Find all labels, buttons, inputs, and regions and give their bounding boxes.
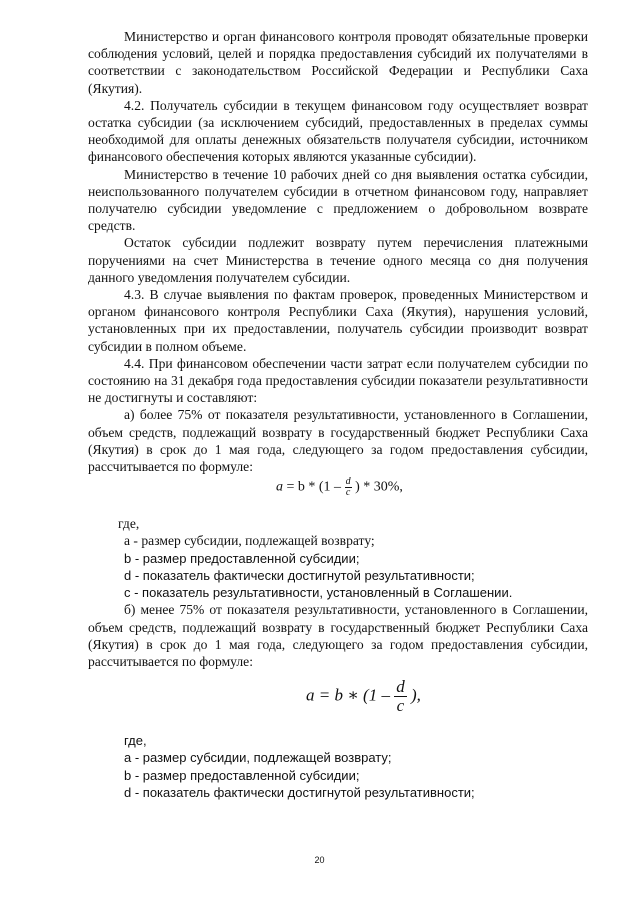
paragraph-ministry-control: Министерство и орган финансового контроля проводят обязательные проверки соблюдения условий, целей и порядка предоставления субсидий их получателями в соответствии с законодательством Российской Федерации и Республики Саха (Якутия).	[88, 29, 588, 96]
formula-b-lhs: a	[306, 685, 315, 705]
paragraph-item-b: б) менее 75% от показателя результативности, установленного в Соглашении, объем средств, подлежащий возврату в государственный бюджет Республики Саха (Якутия) в срок до 1 мая года, следующего за годом предоставления субсидии, рассчитывается по формуле:	[88, 602, 588, 669]
formula-a-numerator: d	[345, 476, 351, 488]
formula-b-tail: ),	[410, 685, 421, 705]
formula-b	[88, 670, 588, 720]
where-label-1: где,	[118, 516, 140, 532]
paragraph-ministry-notice: Министерство в течение 10 рабочих дней со дня выявления остатка субсидии, неиспользованного получателем субсидии в отчетном финансовом году, направляет получателю субсидии уведомление с предложением о добровольном возврате средств.	[88, 166, 588, 234]
page-number: 20	[314, 855, 325, 865]
paragraph-4-3: 4.3. В случае выявления по фактам проверок, проведенных Министерством и органом финансового контроля Республики Саха (Якутия), нарушения условий, установленных при их предоставлении, получатель субсидии производит возврат субсидии в полном объеме.	[88, 287, 588, 354]
formula-b-eq: = b ∗ (1 –	[318, 685, 390, 705]
formula-a-eq: = b * (1 –	[286, 480, 342, 495]
formula-a-fraction	[345, 477, 352, 498]
document-body	[88, 28, 588, 801]
formula-b-fraction	[394, 678, 407, 715]
definition-d-1: d - показатель фактически достигнутой результативности;	[124, 567, 475, 583]
definition-a-1: а - размер субсидии, подлежащей возврату;	[124, 533, 375, 549]
formula-b-numerator: d	[396, 677, 405, 697]
formula-a-lhs: a	[276, 480, 283, 495]
definition-c-1: с - показатель результативности, установленный в Соглашении.	[124, 585, 513, 601]
definition-d-2: d - показатель фактически достигнутой результативности;	[124, 784, 475, 800]
formula-b-denominator: c	[396, 696, 405, 716]
where-label-2: где,	[124, 733, 147, 749]
formula-a	[88, 475, 588, 515]
definition-b-1: b - размер предоставленной субсидии;	[124, 550, 360, 566]
paragraph-4-2: 4.2. Получатель субсидии в текущем финансовом году осуществляет возврат остатка субсидии (за исключением субсидий, предоставленных в пределах суммы необходимой для оплаты денежных обязательств получателя субсидии, источником финансового обеспечения которых являются указанные субсидии).	[88, 97, 588, 165]
definition-b-2: b - размер предоставленной субсидии;	[124, 767, 360, 783]
formula-a-tail: ) * 30%,	[355, 480, 403, 495]
spacer	[88, 720, 588, 732]
paragraph-4-4: 4.4. При финансовом обеспечении части затрат если получателем субсидии по состоянию на 31 декабря года предоставления субсидии показатели результативности не достигнуты и составляют:	[88, 355, 588, 406]
formula-a-denominator: c	[345, 487, 351, 499]
paragraph-remainder-return: Остаток субсидии подлежит возврату путем перечисления платежными поручениями на счет Министерства в течение одного месяца со дня получения данного уведомления получателем субсидии.	[88, 235, 588, 285]
definition-a-2: а - размер субсидии, подлежащей возврату;	[124, 750, 392, 766]
paragraph-item-a: а) более 75% от показателя результативности, установленного в Соглашении, объем средств, подлежащий возврату в государственный бюджет Республики Саха (Якутия) в срок до 1 мая года, следующего за годом предоставления субсидии, рассчитывается по формуле:	[88, 407, 588, 475]
